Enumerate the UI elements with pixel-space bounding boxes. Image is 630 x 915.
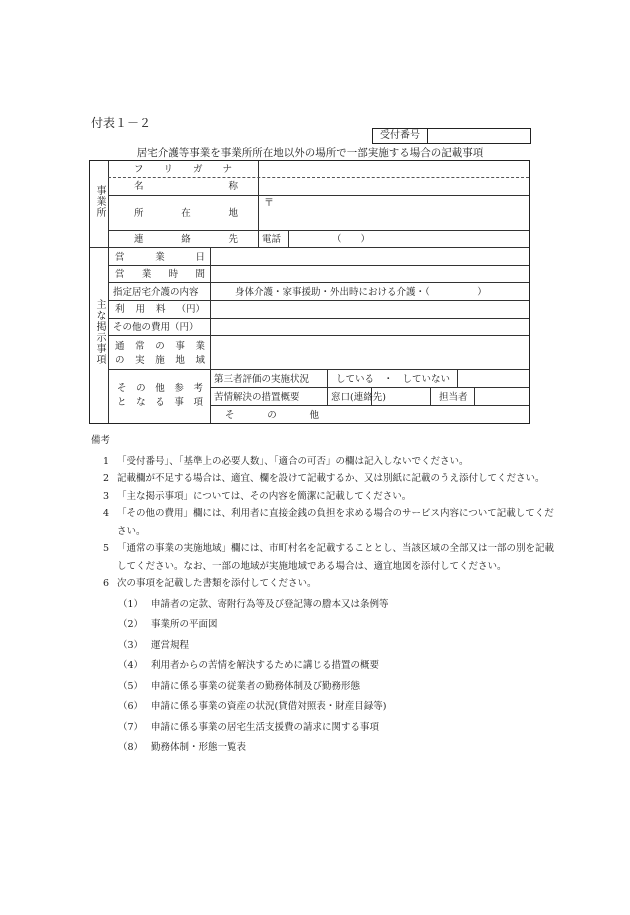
note-item: 5 「通常の事業の実施地域」欄には、市町村名を記載することとし、当該区域の全部又は一部の別を記載してください。なお、一部の地域が実施地域である場合は、適宜地図を添付してください。	[103, 543, 555, 572]
document-label: 付表１－２	[91, 116, 152, 130]
phone-label: 電話	[262, 234, 282, 245]
contact-label: 連 絡 先	[134, 234, 238, 245]
notes-section	[91, 432, 561, 757]
fee-label: 利 用 料 （円）	[115, 304, 205, 315]
other-costs-label: その他の費用（円）	[113, 322, 199, 333]
name-field[interactable]	[260, 178, 528, 195]
phone-field[interactable]	[290, 231, 528, 247]
notes-heading: 備考	[91, 435, 111, 446]
note-item: 2 記載欄が不足する場合は、適宜、欄を設けて記載するか、又は別紙に記載のうえ添付してください。	[103, 473, 545, 484]
note-subitem: （2） 事業所の平面図	[118, 619, 218, 630]
note-subitem: （5） 申請に係る事業の従業者の勤務体制及び勤務形態	[118, 680, 361, 692]
receipt-number-label: 受付番号	[373, 129, 428, 143]
postal-mark: 〒	[264, 198, 274, 209]
complaint-person-label: 担当者	[439, 392, 468, 403]
phone-paren: （ ）	[332, 234, 371, 245]
note-subitem: （8） 勤務体制・形態一覧表	[118, 742, 247, 753]
note-subitem: （7） 申請に係る事業の居宅生活支援費の請求に関する事項	[118, 721, 380, 733]
note-subitem: （4） 利用者からの苦情を解決するために講じる措置の概要	[118, 660, 380, 671]
name-label: 名 称	[134, 181, 238, 192]
business-hours-field[interactable]	[212, 266, 528, 282]
receipt-number-box	[372, 128, 531, 144]
other-costs-field[interactable]	[212, 319, 528, 335]
reference-label-line2: と な る 事 項	[117, 397, 203, 408]
complaint-window-label: 窓口(連絡先)	[331, 392, 386, 403]
note-item: 4 「その他の費用」欄には、利用者に直接金銭の負担を求める場合のサービス内容について記載してください。	[103, 508, 554, 537]
business-hours-label: 営 業 時 間	[115, 269, 205, 280]
note-item: 3 「主な掲示事項」については、その内容を簡潔に記載してください。	[103, 490, 412, 502]
area-label-line2: の 実 施 地 域	[115, 355, 205, 366]
main-section-label: 主な掲示事項	[94, 299, 105, 365]
other-field[interactable]	[328, 406, 528, 422]
service-content-value: 身体介護・家事援助・外出時における介護・（ ）	[235, 287, 487, 298]
note-item: 6 次の事項を記載した書類を添付してください。	[103, 578, 317, 589]
furigana-field[interactable]	[260, 161, 528, 177]
business-days-label: 営 業 日	[115, 252, 205, 263]
area-label-line1: 通 常 の 事 業	[115, 341, 205, 352]
third-party-label: 第三者評価の実施状況	[214, 374, 310, 385]
office-section-label: 事業所	[94, 185, 105, 218]
service-content-label: 指定居宅介護の内容	[113, 287, 199, 298]
complaint-window-field[interactable]	[372, 388, 429, 404]
third-party-value: している ・ していない	[336, 374, 451, 385]
note-item: 1 「受付番号」、「基準上の必要人数」、「適合の可否」の欄は記入しないでください。	[103, 455, 469, 467]
note-subitem: （6） 申請に係る事業の資産の状況(貸借対照表・財産目録等)	[118, 701, 387, 712]
note-subitem: （1） 申請者の定款、寄附行為等及び登記簿の謄本又は条例等	[118, 598, 389, 610]
fee-field[interactable]	[212, 301, 528, 317]
business-days-field[interactable]	[212, 248, 528, 264]
furigana-label: フ リ ガ ナ	[134, 164, 232, 175]
address-field[interactable]	[260, 196, 528, 230]
form-title: 居宅介護等事業を事業所所在地以外の場所で一部実施する場合の記載事項	[136, 147, 484, 159]
address-label: 所 在 地	[134, 208, 238, 219]
receipt-number-field[interactable]	[428, 129, 530, 143]
complaint-person-field[interactable]	[475, 388, 528, 404]
complaint-label: 苦情解決の措置概要	[214, 392, 300, 403]
note-subitem: （3） 運営規程	[118, 639, 190, 651]
area-field[interactable]	[212, 336, 528, 369]
other-label: そ の 他	[225, 410, 319, 421]
form-table	[89, 160, 530, 424]
reference-label-line1: そ の 他 参 考	[117, 383, 203, 394]
